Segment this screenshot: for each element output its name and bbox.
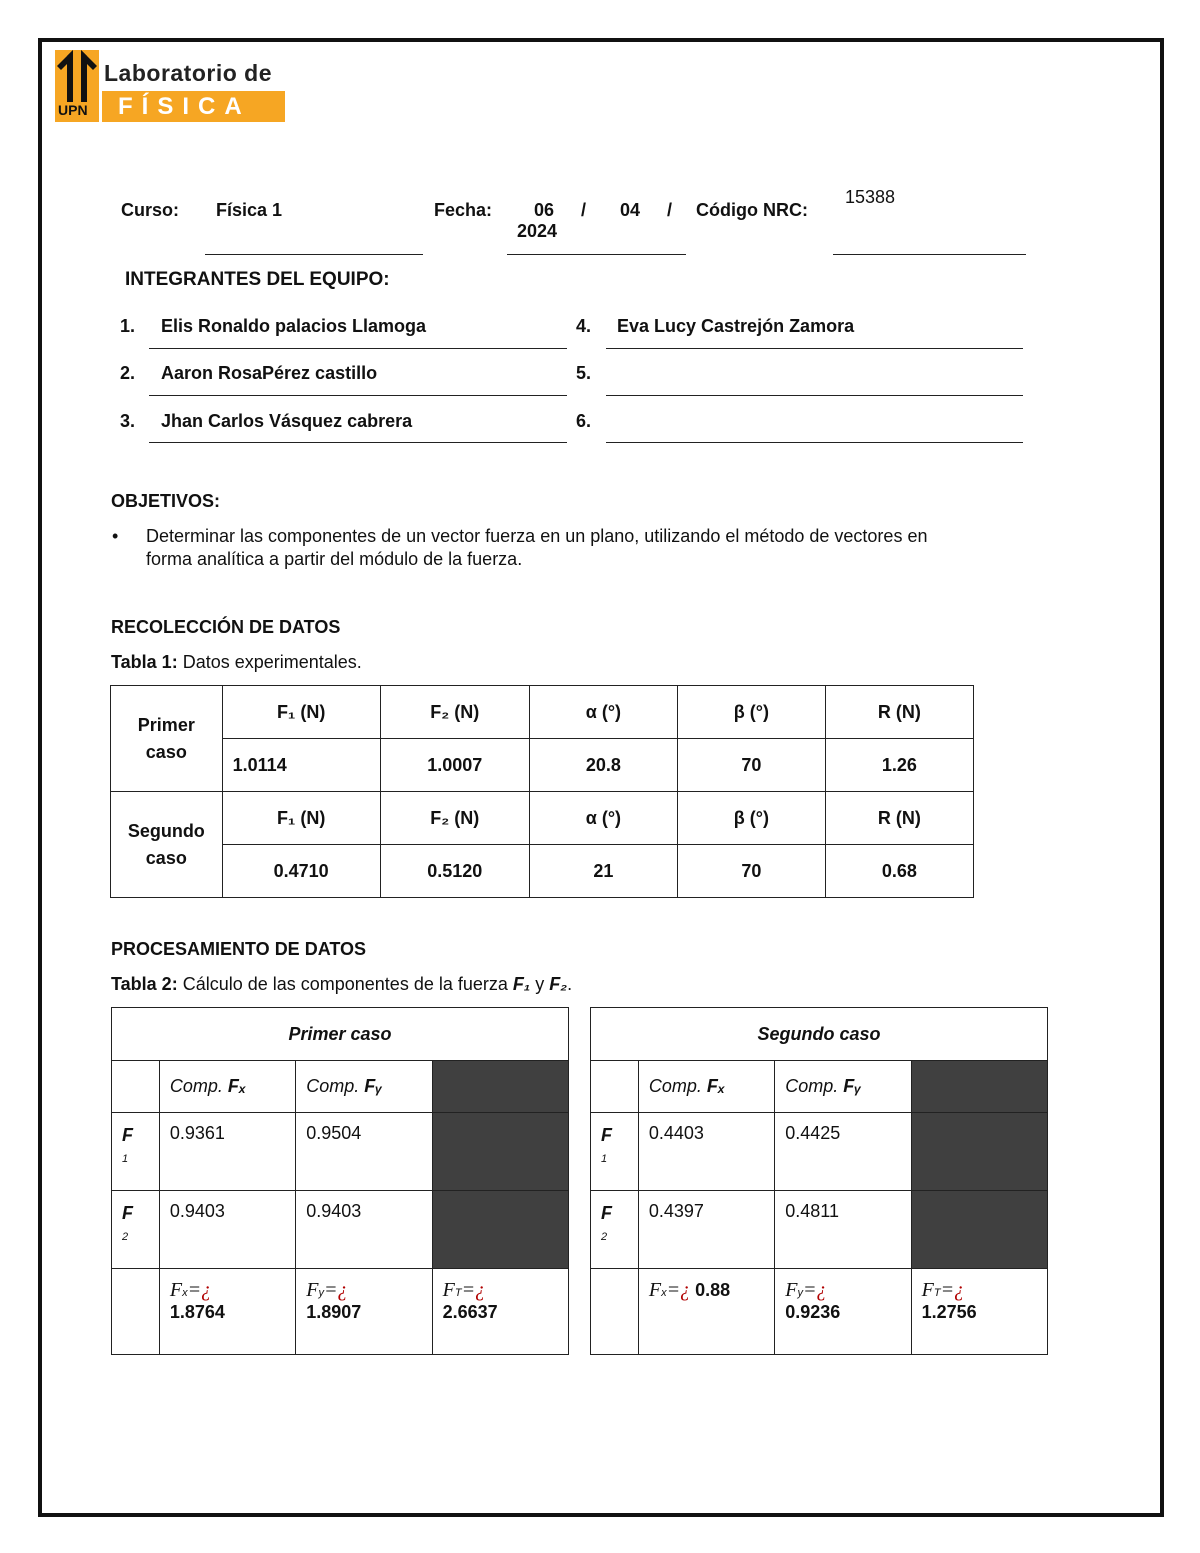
curso-label: Curso: (121, 200, 179, 220)
logo-badge: UPN (58, 102, 88, 118)
fecha-underline (507, 254, 686, 255)
member-underline-3 (149, 442, 567, 443)
logo-band: FÍSICA (102, 91, 285, 122)
empty-cell (591, 1269, 639, 1355)
member-num-6: 6. (576, 411, 592, 431)
row-label-f1: F 1 (591, 1113, 639, 1191)
total-fx: Fx=¿ 0.88 (638, 1269, 774, 1355)
f1-fy: 0.9504 (296, 1113, 432, 1191)
t1-cell: 0.4710 (222, 845, 380, 898)
t1-header: R (N) (825, 686, 973, 739)
comp-fy-header: Comp. Fᵧ (296, 1061, 432, 1113)
t1-header: F₂ (N) (380, 686, 529, 739)
fecha-label: Fecha: (434, 200, 493, 220)
total-fx: Fx=¿ 1.8764 (159, 1269, 295, 1355)
fecha-year: 2024 (517, 221, 558, 241)
nrc-underline (833, 254, 1026, 255)
case1-title: Primer caso (112, 1008, 569, 1061)
f1-fx: 0.4403 (638, 1113, 774, 1191)
objetivos-title: OBJETIVOS: (111, 491, 221, 511)
fecha-day: 06 (534, 200, 555, 220)
row-label-f2: F 2 (591, 1191, 639, 1269)
total-ft: FT=¿ 2.6637 (432, 1269, 568, 1355)
member-num-4: 4. (576, 316, 592, 336)
shaded-cell (911, 1061, 1047, 1113)
member-name-4: Eva Lucy Castrejón Zamora (617, 316, 855, 336)
fecha-sep2: / (667, 200, 673, 220)
member-num-5: 5. (576, 363, 592, 383)
member-num-3: 3. (120, 411, 136, 431)
t1-header: F₁ (N) (222, 686, 380, 739)
case2-title: Segundo caso (591, 1008, 1048, 1061)
member-underline-1 (149, 348, 567, 349)
t1-header: α (°) (529, 792, 677, 845)
member-name-3: Jhan Carlos Vásquez cabrera (161, 411, 413, 431)
total-fy: Fy=¿ 0.9236 (775, 1269, 911, 1355)
comp-fx-header: Comp. Fₓ (159, 1061, 295, 1113)
table1-caption (111, 652, 362, 673)
shaded-cell (432, 1191, 568, 1269)
case2-label: Segundo caso (111, 792, 223, 898)
total-fy: Fy=¿ 1.8907 (296, 1269, 432, 1355)
member-underline-4 (606, 348, 1023, 349)
table2-caption: Tabla 2: Cálculo de las componentes de la fuerza F₁ y F₂. (111, 974, 573, 994)
member-underline-6 (606, 442, 1023, 443)
member-underline-5 (606, 395, 1023, 396)
upn-logo-icon (55, 50, 99, 122)
table1-caption-bold: Tabla 1: (111, 652, 178, 672)
t1-cell: 21 (529, 845, 677, 898)
curso-value: Física 1 (216, 200, 283, 220)
fecha-month: 04 (620, 200, 641, 220)
table-2-case-1 (111, 1007, 569, 1355)
comp-fy-header: Comp. Fᵧ (775, 1061, 911, 1113)
member-name-2: Aaron RosaPérez castillo (161, 363, 378, 383)
t1-header: β (°) (678, 792, 826, 845)
shaded-cell (432, 1061, 568, 1113)
member-num-1: 1. (120, 316, 136, 336)
case1-label: Primer caso (111, 686, 223, 792)
member-underline-2 (149, 395, 567, 396)
t1-header: α (°) (529, 686, 677, 739)
t1-cell: 70 (678, 845, 826, 898)
nrc-label: Código NRC: (696, 200, 808, 220)
f2-fx: 0.4397 (638, 1191, 774, 1269)
t1-header: β (°) (678, 686, 826, 739)
comp-fx-header: Comp. Fₓ (638, 1061, 774, 1113)
bullet-icon: • (112, 526, 119, 546)
team-title: INTEGRANTES DEL EQUIPO: (125, 269, 390, 290)
t1-cell: 0.68 (825, 845, 973, 898)
table-2-case-2 (590, 1007, 1048, 1355)
member-num-2: 2. (120, 363, 136, 383)
row-label-f1: F 1 (112, 1113, 160, 1191)
t1-cell: 0.5120 (380, 845, 529, 898)
t1-cell: 1.0007 (380, 739, 529, 792)
f1-fy: 0.4425 (775, 1113, 911, 1191)
objetivo-line-1: Determinar las componentes de un vector fuerza en un plano, utilizando el método de vectores en (146, 526, 928, 546)
f2-fx: 0.9403 (159, 1191, 295, 1269)
t1-cell: 20.8 (529, 739, 677, 792)
shaded-cell (911, 1113, 1047, 1191)
objetivo-line-2: forma analítica a partir del módulo de la fuerza. (146, 549, 523, 569)
member-name-1: Elis Ronaldo palacios Llamoga (161, 316, 427, 336)
table-1 (110, 685, 974, 898)
total-ft: FT=¿ 1.2756 (911, 1269, 1047, 1355)
t1-header: F₂ (N) (380, 792, 529, 845)
nrc-value: 15388 (845, 187, 896, 207)
recoleccion-title: RECOLECCIÓN DE DATOS (111, 617, 341, 637)
shaded-cell (432, 1113, 568, 1191)
f2-fy: 0.9403 (296, 1191, 432, 1269)
t1-cell: 1.26 (825, 739, 973, 792)
empty-cell (591, 1061, 639, 1113)
procesamiento-title: PROCESAMIENTO DE DATOS (111, 939, 367, 959)
f1-fx: 0.9361 (159, 1113, 295, 1191)
row-label-f2: F 2 (112, 1191, 160, 1269)
fecha-sep1: / (581, 200, 587, 220)
empty-cell (112, 1269, 160, 1355)
empty-cell (112, 1061, 160, 1113)
shaded-cell (911, 1191, 1047, 1269)
table1-caption-text: Datos experimentales. (177, 652, 362, 672)
f2-fy: 0.4811 (775, 1191, 911, 1269)
t1-header: R (N) (825, 792, 973, 845)
logo-title: Laboratorio de (104, 60, 273, 86)
t1-header: F₁ (N) (222, 792, 380, 845)
t1-cell: 1.0114 (222, 739, 380, 792)
curso-underline (205, 254, 423, 255)
t1-cell: 70 (678, 739, 826, 792)
